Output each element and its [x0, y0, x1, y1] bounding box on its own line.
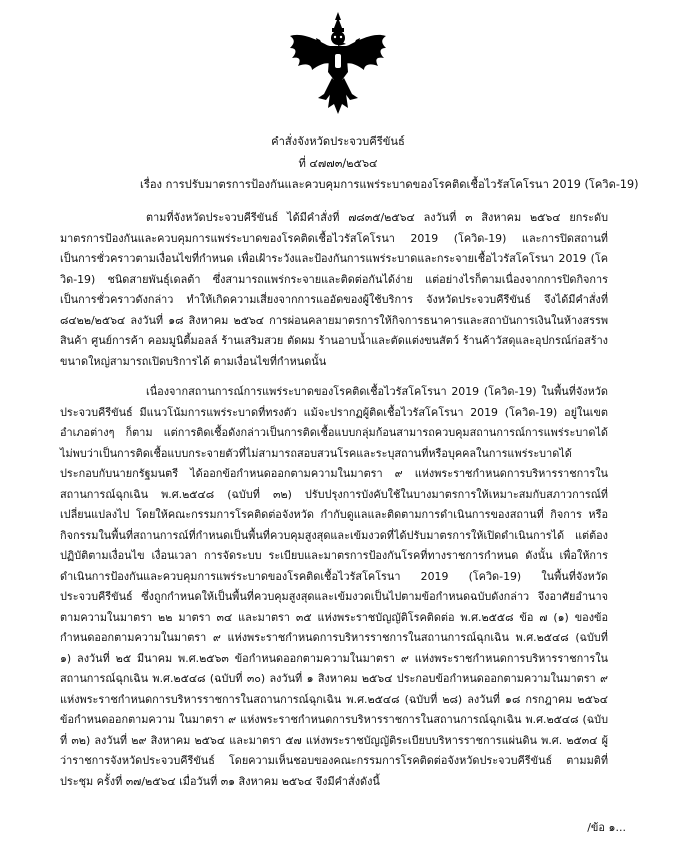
order-number: ที่ ๔๗๗๓/๒๕๖๔: [298, 157, 378, 170]
garuda-emblem-icon: [288, 10, 388, 118]
continuation-marker: /ข้อ ๑...: [587, 821, 626, 834]
subject-line: เรื่อง การปรับมาตรการป้องกันและควบคุมการแพร่ระบาดของโรคติดเชื้อไวรัสโคโรนา 2019 (โควิด-19): [140, 178, 639, 191]
paragraph-1: ตามที่จังหวัดประจวบคีรีขันธ์ ได้มีคำสั่งที่ ๗๘๓๕/๒๕๖๔ ลงวันที่ ๓ สิงหาคม ๒๕๖๔ ยกระดับมาตรการป้องกันและควบคุมการแพร่ระบาดของโรคติดเชื้อไวรัสโคโรนา 2019 (โควิด-19) และการปิดสถานที่เป็นการชั่วคราวตามเงื่อนไขที่กำหนด เพื่อเฝ้าระวังและป้องกันการแพร่ระบาดและกระจายเชื้อไวรัสโคโรนา 2019 (โควิด-19) ชนิดสายพันธุ์เดลต้า ซึ่งสามารถแพร่กระจายและติดต่อกันได้ง่าย แต่อย่างไรก็ตามเนื่องจากการปิดกิจการเป็นการชั่วคราวดังกล่าว ทำให้เกิดความเสี่ยงจากการแออัดของผู้ใช้บริการ จังหวัดประจวบคีรีขันธ์ จึงได้มีคำสั่งที่ ๘๔๒๒/๒๕๖๔ ลงวันที่ ๑๘ สิงหาคม ๒๕๖๔ การผ่อนคลายมาตรการให้กิจการธนาคารและสถาบันการเงินในห้างสรรพสินค้า ศูนย์การค้า คอมมูนิตี้มอลล์ ร้านเสริมสวย ตัดผม ร้านอาบน้ำและตัดแต่งขนสัตว์ ร้านค้าวัสดุและอุปกรณ์ก่อสร้างขนาดใหญ่สามารถเปิดบริการได้ ตามเงื่อนไขที่กำหนดนั้น: [60, 211, 608, 368]
issuer-title: คำสั่งจังหวัดประจวบคีรีขันธ์: [271, 135, 405, 148]
paragraph-2: เนื่องจากสถานการณ์การแพร่ระบาดของโรคติดเชื้อไวรัสโคโรนา 2019 (โควิด-19) ในพื้นที่จังหวัดประจวบคีรีขันธ์ มีแนวโน้มการแพร่ระบาดที่ทรงตัว แม้จะปรากฏผู้ติดเชื้อไวรัสโคโรนา 2019 (โควิด-19) อยู่ในเขตอำเภอต่างๆ ก็ตาม แต่การติดเชื้อดังกล่าวเป็นการติดเชื้อแบบกลุ่มก้อนสามารถควบคุมสถานการณ์การแพร่ระบาดได้ ไม่พบว่าเป็นการติดเชื้อแบบกระจายตัวที่ไม่สามารถสอบสวนโรคและระบุสถานที่หรือบุคคลในการแพร่ระบาดได้ ประกอบกับนายกรัฐมนตรี ได้ออกข้อกำหนดออกตามความในมาตรา ๙ แห่งพระราชกำหนดการบริหารราชการในสถานการณ์ฉุกเฉิน พ.ศ.๒๕๔๘ (ฉบับที่ ๓๒) ปรับปรุงการบังคับใช้ในบางมาตรการให้เหมาะสมกับสภาวการณ์ที่เปลี่ยนแปลงไป โดยให้คณะกรรมการโรคติดต่อจังหวัด กำกับดูแลและติดตามการดำเนินการของสถานที่ กิจการ หรือกิจกรรมในพื้นที่สถานการณ์ที่กำหนดเป็นพื้นที่ควบคุมสูงสุดและเข้มงวดที่ได้ปรับมาตรการให้เปิดดำเนินการได้ แต่ต้องปฏิบัติตามเงื่อนไข เงื่อนเวลา การจัดระบบ ระเบียบและมาตรการป้องกันโรคที่ทางราชการกำหนด ดังนั้น เพื่อให้การดำเนินการป้องกันและควบคุมการแพร่ระบาดของโรคติดเชื้อไวรัสโคโรนา 2019 (โควิด-19) ในพื้นที่จังหวัดประจวบคีรีขันธ์ ซึ่งถูกกำหนดให้เป็นพื้นที่ควบคุมสูงสุดและเข้มงวดเป็นไปตามข้อกำหนดฉบับดังกล่าว จึงอาศัยอำนาจตามความในมาตรา ๒๒ มาตรา ๓๔ และมาตรา ๓๕ แห่งพระราชบัญญัติโรคติดต่อ พ.ศ.๒๕๕๘ ข้อ ๗ (๑) ของข้อกำหนดออกตามความในมาตรา ๙ แห่งพระราชกำหนดการบริหารราชการในสถานการณ์ฉุกเฉิน พ.ศ.๒๕๔๘ (ฉบับที่ ๑) ลงวันที่ ๒๕ มีนาคม พ.ศ.๒๕๖๓ ข้อกำหนดออกตามความในมาตรา ๙ แห่งพระราชกำหนดการบริหารราชการในสถานการณ์ฉุกเฉิน พ.ศ.๒๕๔๘ (ฉบับที่ ๓๐) ลงวันที่ ๑ สิงหาคม ๒๕๖๔ ประกอบข้อกำหนดออกตามความในมาตรา ๙ แห่งพระราชกำหนดการบริหารราชการในสถานการณ์ฉุกเฉิน พ.ศ.๒๕๔๘ (ฉบับที่ ๒๘) ลงวันที่ ๑๘ กรกฎาคม ๒๕๖๔ ข้อกำหนดออกตามความ ในมาตรา ๙ แห่งพระราชกำหนดการบริหารราชการในสถานการณ์ฉุกเฉิน พ.ศ.๒๕๔๘ (ฉบับที่ ๓๒) ลงวันที่ ๒๙ สิงหาคม ๒๕๖๔ และมาตรา ๕๗ แห่งพระราชบัญญัติระเบียบบริหารราชการแผ่นดิน พ.ศ. ๒๕๓๔ ผู้ว่าราชการจังหวัดประจวบคีรีขันธ์ โดยความเห็นชอบของคณะกรรมการโรคติดต่อจังหวัดประจวบคีรีขันธ์ ตามมติที่ประชุม ครั้งที่ ๓๗/๒๕๖๔ เมื่อวันที่ ๓๑ สิงหาคม ๒๕๖๔ จึงมีคำสั่งดังนี้: [60, 385, 608, 788]
